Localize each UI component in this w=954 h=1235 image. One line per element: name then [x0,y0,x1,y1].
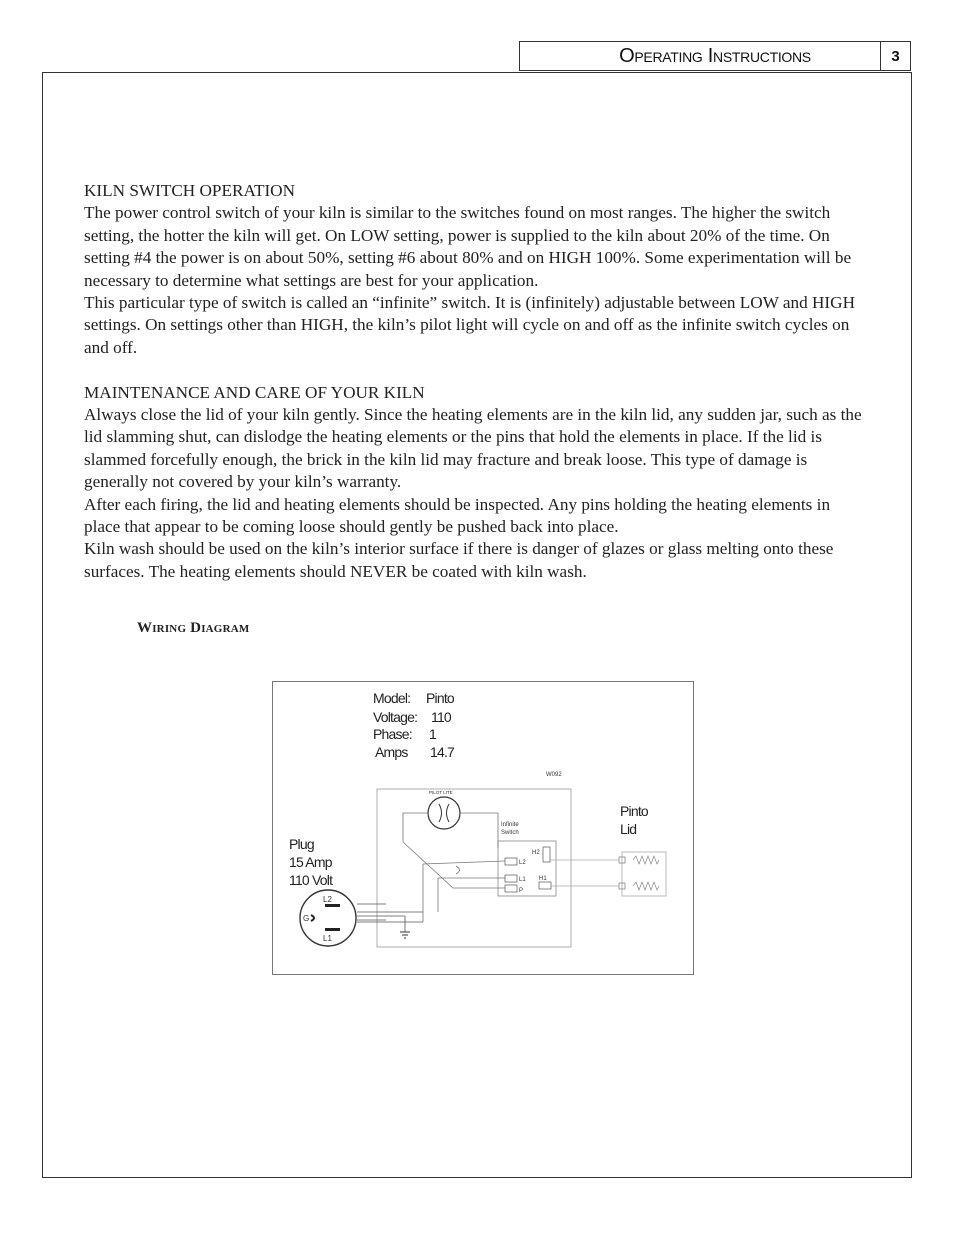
pilot-lite-label: PILOT LITE [429,790,453,795]
wiring-diagram [272,681,694,975]
plug-label-1: Plug [289,836,314,852]
terminal-p: P [519,888,524,894]
infinite-switch-label-1: Infinite [501,822,519,828]
header-title-box [519,41,881,71]
heating-element-bottom [633,882,659,890]
header-title: Operating Instructions [619,44,811,67]
amps-value: 14.7 [430,744,455,760]
model-value: Pinto [426,690,454,706]
page-number: 3 [880,41,911,71]
plug-l2: L2 [323,895,332,904]
phase-label: Phase: [373,726,412,742]
maintenance-paragraph-3: Kiln wash should be used on the kiln’s interior surface if there is danger of glazes or glass melting onto these surfaces. The heating elements should NEVER be coated with kiln wash. [84,539,834,581]
voltage-label: Voltage: [373,709,418,725]
kiln-switch-section [84,180,864,583]
terminal-l2: L2 [519,860,526,866]
maintenance-heading: MAINTENANCE AND CARE OF YOUR KILN [84,382,425,402]
plug-l1: L1 [323,934,332,943]
voltage-value: 110 [431,709,451,725]
model-label: Model: [373,690,411,706]
amps-label: Amps [375,744,408,760]
phase-value: 1 [429,726,436,742]
plug-g: G [303,914,310,923]
pilot-lite-icon [428,797,460,829]
wiring-diagram-heading: Wiring Diagram [137,620,250,636]
diagram-code: W092 [546,772,562,778]
infinite-switch [498,841,556,896]
lid-label-1: Pinto [620,803,648,819]
maintenance-paragraph-1: Always close the lid of your kiln gently. Since the heating elements are in the kiln lid, any sudden jar, such as the lid slamming shut, can dislodge the heating elements or the pins that hold the elements in place. If the lid is slammed forcefully enough, the brick in the kiln lid may fracture and break loose. This type of damage is generally not covered by your kiln’s warranty. [84,405,862,492]
plug-label-2: 15 Amp [289,854,332,870]
kiln-switch-heading: KILN SWITCH OPERATION [84,181,296,200]
kiln-switch-paragraph-2: This particular type of switch is called an “infinite” switch. It is (infinitely) adjustable between LOW and HIGH settings. On settings other than HIGH, the kiln’s pilot light will cycle on and off as the infinite switch cycles on and off. [84,293,855,357]
maintenance-paragraph-2: After each firing, the lid and heating elements should be inspected. Any pins holding the heating elements in place that appear to be coming loose should gently be pushed back into place. [84,494,831,537]
wiring-diagram-svg [273,682,695,976]
lid-label-2: Lid [620,821,637,837]
terminal-h2: H2 [532,850,540,856]
infinite-switch-label-2: Switch [501,830,519,836]
terminal-h1: H1 [539,876,547,882]
heating-element-top [633,856,659,864]
plug-label-3: 110 Volt [289,872,333,888]
terminal-l1: L1 [519,877,526,883]
lid-elements [622,852,666,896]
kiln-switch-paragraph-1: The power control switch of your kiln is similar to the switches found on most ranges. The higher the switch setting, the hotter the kiln will get. On LOW setting, power is supplied to the kiln about 20% of the time. On setting #4 the power is on about 50%, setting #6 about 80% and on HIGH 100%. Some experimentation will be necessary to determine what settings are best for your application. [84,203,852,290]
